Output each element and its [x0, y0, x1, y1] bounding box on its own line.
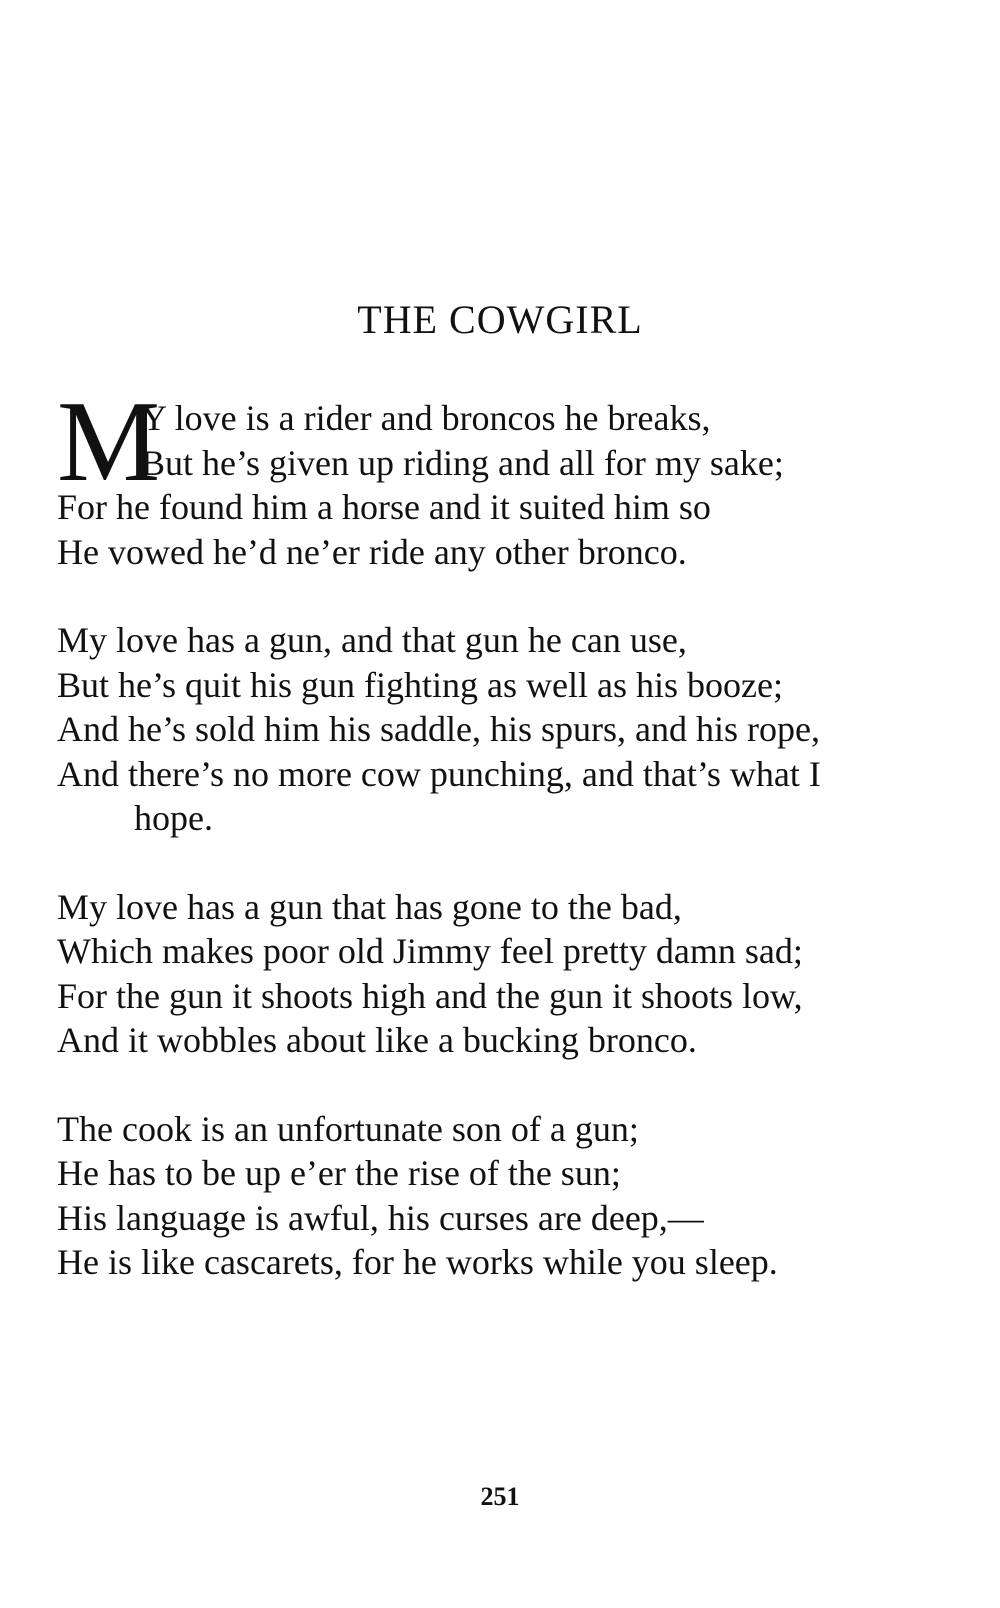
- drop-cap: M: [57, 378, 161, 506]
- poem-line: Which makes poor old Jimmy feel pretty damn sad;: [57, 931, 803, 971]
- page-number: 251: [480, 1482, 520, 1511]
- poem-line: He vowed he’d ne’er ride any other bronco.: [57, 531, 687, 572]
- poem-line: And he’s sold him his saddle, his spurs, and his rope,: [57, 709, 820, 749]
- stanza-2: [57, 618, 957, 841]
- poem-line: For he found him a horse and it suited him so: [57, 487, 711, 527]
- poem-line: My love has a gun, and that gun he can use,: [57, 620, 687, 660]
- stanza-3: [57, 885, 957, 1063]
- poem-line: He is like cascarets, for he works while you sleep.: [57, 1242, 778, 1282]
- opening-lines: [57, 378, 957, 506]
- poem-line: But he’s quit his gun fighting as well as his booze;: [57, 664, 783, 705]
- poem-line: My love has a gun that has gone to the bad,: [57, 886, 682, 927]
- poem-line: And it wobbles about like a bucking bronco.: [57, 1020, 697, 1060]
- stanza-4: [57, 1107, 957, 1285]
- poem-line: And there’s no more cow punching, and that’s what I: [57, 753, 821, 794]
- poem-line: For the gun it shoots high and the gun it shoots low,: [57, 975, 803, 1016]
- poem-line: The cook is an unfortunate son of a gun;: [57, 1108, 639, 1149]
- poem-body: [57, 378, 957, 1329]
- poem-line: His language is awful, his curses are deep,—: [57, 1197, 704, 1238]
- poem-line: He has to be up e’er the rise of the sun;: [57, 1153, 621, 1193]
- poem-line: But he’s given up riding and all for my sake;: [141, 442, 784, 483]
- stanza-1: [57, 378, 957, 574]
- poem-title: THE COWGIRL: [357, 297, 643, 342]
- poem-line: Y love is a rider and broncos he breaks,: [141, 398, 711, 438]
- poem-line-continuation: hope.: [134, 798, 213, 838]
